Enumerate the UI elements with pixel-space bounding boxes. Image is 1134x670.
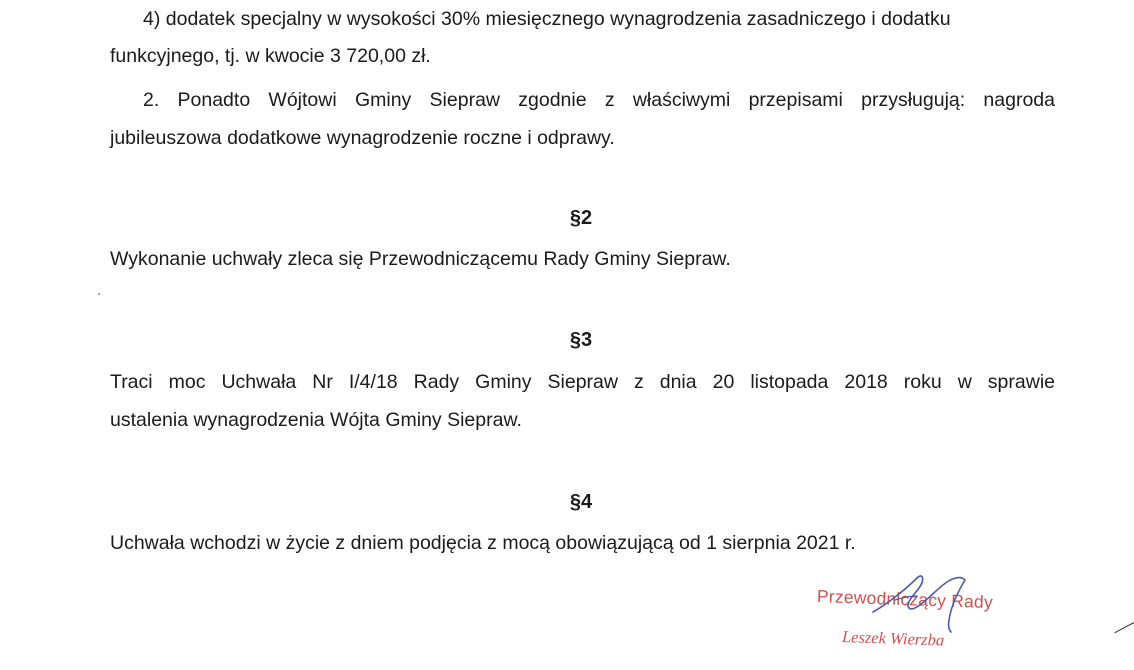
section-4-text: Uchwała wchodzi w życie z dniem podjęcia z mocą obowiązującą od 1 sierpnia 2021 r. bbox=[110, 532, 856, 554]
section-heading-4: §4 bbox=[569, 491, 593, 513]
signature-icon bbox=[865, 560, 975, 635]
scan-speck bbox=[98, 293, 100, 295]
stamp-name: Leszek Wierzba bbox=[841, 627, 945, 650]
item-4-line-1: 4) dodatek specjalny w wysokości 30% miesięcznego wynagrodzenia zasadniczego i dodatku bbox=[143, 8, 951, 30]
section-3-line-1: Traci moc Uchwała Nr I/4/18 Rady Gminy Siepraw z dnia 20 listopada 2018 roku w sprawie bbox=[110, 371, 1055, 393]
scan-edge-mark bbox=[1114, 622, 1134, 633]
paragraph-2-line-1: 2. Ponadto Wójtowi Gminy Siepraw zgodnie z właściwymi przepisami przysługują: nagroda bbox=[143, 89, 1055, 111]
section-heading-3: §3 bbox=[569, 329, 593, 351]
paragraph-2-line-2: jubileuszowa dodatkowe wynagrodzenie roczne i odprawy. bbox=[110, 127, 615, 149]
stamp-title: Przewodniczący Rady bbox=[816, 586, 994, 613]
section-3-line-2: ustalenia wynagrodzenia Wójta Gminy Siepraw. bbox=[110, 409, 522, 431]
item-4-line-2: funkcyjnego, tj. w kwocie 3 720,00 zł. bbox=[110, 45, 431, 67]
section-heading-2: §2 bbox=[569, 207, 593, 229]
section-2-text: Wykonanie uchwały zleca się Przewodniczącemu Rady Gminy Siepraw. bbox=[110, 248, 731, 270]
